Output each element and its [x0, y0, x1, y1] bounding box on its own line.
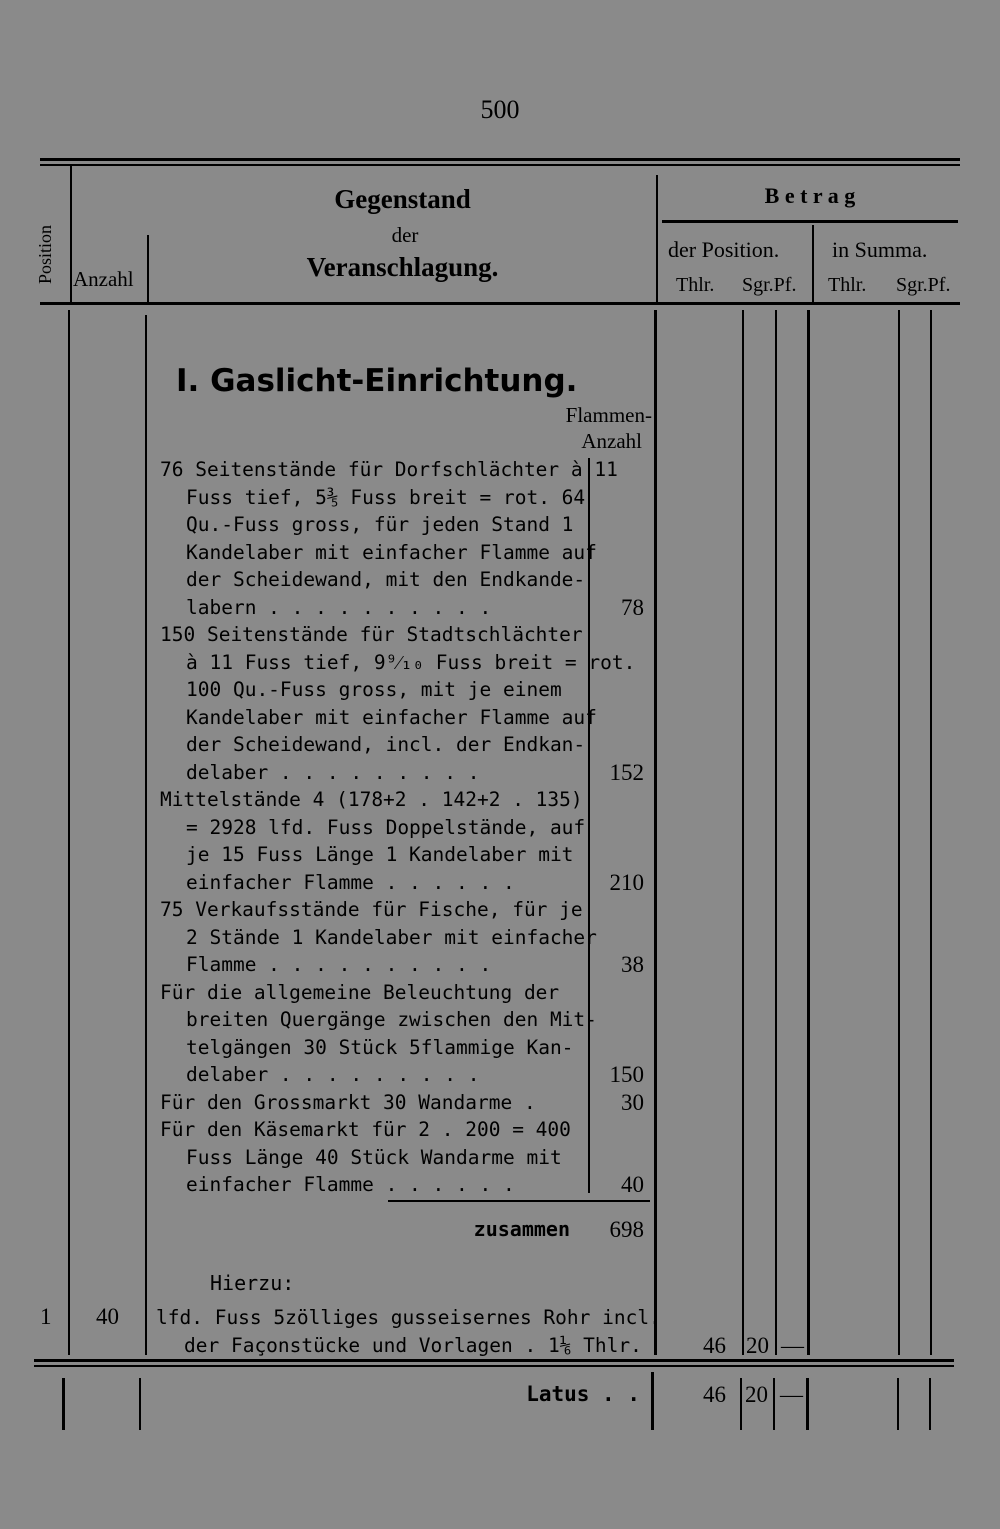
header-betrag: B e t r a g	[764, 183, 856, 208]
entry-line: Kandelaber mit einfacher Flamme auf	[186, 705, 597, 729]
header-der: der	[391, 223, 419, 247]
entry-line: à 11 Fuss tief, 9⁹⁄₁₀ Fuss breit = rot.	[186, 650, 636, 674]
header-top-rule-thin	[40, 164, 960, 166]
latus-sgr: 20	[745, 1382, 768, 1407]
entry-line: der Scheidewand, mit den Endkande-	[186, 568, 586, 591]
flammen-value: 40	[621, 1172, 644, 1197]
latus-col-line	[929, 1378, 931, 1430]
body-col-line	[775, 310, 777, 1355]
header-col-line	[812, 225, 814, 302]
entry-line: 100 Qu.-Fuss gross, mit je einem	[186, 678, 562, 701]
latus-col-line	[773, 1378, 775, 1430]
header-col-line	[70, 166, 72, 302]
position-desc-1: lfd. Fuss 5zölliges gusseisernes Rohr incl.	[156, 1306, 661, 1329]
sum-rule	[388, 1200, 650, 1202]
entry-line: einfacher Flamme . . . . . .	[186, 1173, 515, 1196]
header-top-rule	[40, 158, 960, 161]
page-number: 500	[480, 95, 520, 124]
entry-line: der Scheidewand, incl. der Endkan-	[186, 733, 586, 756]
entry-line: telgängen 30 Stück 5flammige Kan-	[186, 1035, 574, 1059]
entry-line: Fuss Länge 40 Stück Wandarme mit	[186, 1145, 562, 1169]
zusammen-value: 698	[609, 1217, 644, 1242]
body-col-line	[742, 310, 744, 1355]
header-col-line	[147, 235, 149, 302]
flammen-value: 210	[609, 869, 644, 895]
latus-col-line	[62, 1378, 65, 1430]
body-col-line	[807, 310, 810, 1355]
header-bottom-rule	[40, 302, 960, 305]
entry-line: Für den Käsemarkt für 2 . 200 = 400	[160, 1118, 571, 1141]
header-veranschlagung: Veranschlagung.	[306, 252, 499, 282]
hierzu-label: Hierzu:	[210, 1271, 295, 1295]
position-sgr: 20	[746, 1333, 769, 1358]
entry-line: 150 Seitenstände für Stadtschlächter	[160, 623, 583, 646]
footer-rule	[34, 1359, 954, 1362]
flammen-value: 150	[609, 1062, 644, 1087]
flammen-label-2: Anzahl	[581, 429, 642, 453]
latus-col-line	[651, 1372, 654, 1430]
latus-col-line	[139, 1378, 141, 1430]
header-der-position: der Position.	[668, 237, 780, 262]
latus-label: Latus . .	[526, 1382, 640, 1406]
anzahl-value: 40	[96, 1304, 119, 1329]
entry-line: Für den Grossmarkt 30 Wandarme .	[160, 1090, 536, 1114]
header-in-summa: in Summa.	[832, 237, 928, 262]
betrag-rule	[662, 220, 958, 223]
entry-line: Fuss tief, 5⅗ Fuss breit = rot. 64	[186, 485, 586, 509]
entry-line: 2 Stände 1 Kandelaber mit einfacher	[186, 925, 597, 949]
header-col-line	[656, 175, 658, 302]
header-sgrpf-position: Sgr.Pf.	[742, 274, 797, 296]
position-number: 1	[40, 1304, 52, 1329]
entry-line: = 2928 lfd. Fuss Doppelstände, auf	[186, 815, 586, 839]
flammen-value: 30	[621, 1089, 644, 1115]
latus-col-line	[806, 1378, 809, 1430]
entry-line: 76 Seitenstände für Dorfschlächter à 11	[160, 458, 618, 481]
header-thlr-summa: Thlr.	[828, 274, 867, 296]
entry-line: Qu.-Fuss gross, für jeden Stand 1	[186, 513, 574, 536]
entry-line: breiten Quergänge zwischen den Mit-	[186, 1008, 597, 1031]
position-desc-2: der Façonstücke und Vorlagen . 1⅙ Thlr.	[184, 1334, 642, 1357]
entry-line: labern . . . . . . . . . .	[186, 595, 492, 619]
section-title: I. Gaslicht-Einrichtung.	[176, 363, 578, 399]
header-thlr-position: Thlr.	[676, 274, 715, 296]
header-position: Position	[35, 224, 55, 284]
flammen-value: 152	[609, 759, 644, 785]
entry-line: Für die allgemeine Beleuchtung der	[160, 980, 560, 1004]
entry-line: 75 Verkaufsstände für Fische, für je	[160, 898, 583, 921]
latus-col-line	[897, 1378, 899, 1430]
footer-rule-thin	[34, 1365, 954, 1367]
body-col-line	[145, 315, 147, 1355]
latus-thlr: 46	[703, 1382, 726, 1407]
flammen-value: 78	[621, 594, 644, 620]
body-col-line	[654, 310, 657, 1355]
position-thlr: 46	[703, 1333, 726, 1358]
entry-line: Flamme . . . . . . . . . .	[186, 953, 492, 976]
body-col-line	[930, 310, 932, 1355]
flammen-value: 38	[621, 952, 644, 977]
body-col-line	[898, 310, 900, 1355]
entry-line: je 15 Fuss Länge 1 Kandelaber mit	[186, 843, 574, 866]
flammen-label-1: Flammen-	[565, 403, 652, 427]
entry-line: einfacher Flamme . . . . . .	[186, 870, 515, 894]
entry-line: Mittelstände 4 (178+2 . 142+2 . 135)	[160, 788, 583, 811]
position-pf: —	[781, 1333, 804, 1358]
latus-col-line	[740, 1378, 742, 1430]
entry-line: delaber . . . . . . . . .	[186, 760, 480, 784]
header-anzahl: Anzahl	[73, 267, 134, 291]
entry-line: delaber . . . . . . . . .	[186, 1063, 480, 1086]
header-gegenstand: Gegenstand	[334, 184, 471, 214]
latus-pf: —	[780, 1382, 803, 1407]
header-sgrpf-summa: Sgr.Pf.	[896, 274, 951, 296]
body-col-line	[68, 310, 70, 1355]
entry-line: Kandelaber mit einfacher Flamme auf	[186, 540, 597, 564]
zusammen-label: zusammen	[473, 1217, 570, 1241]
